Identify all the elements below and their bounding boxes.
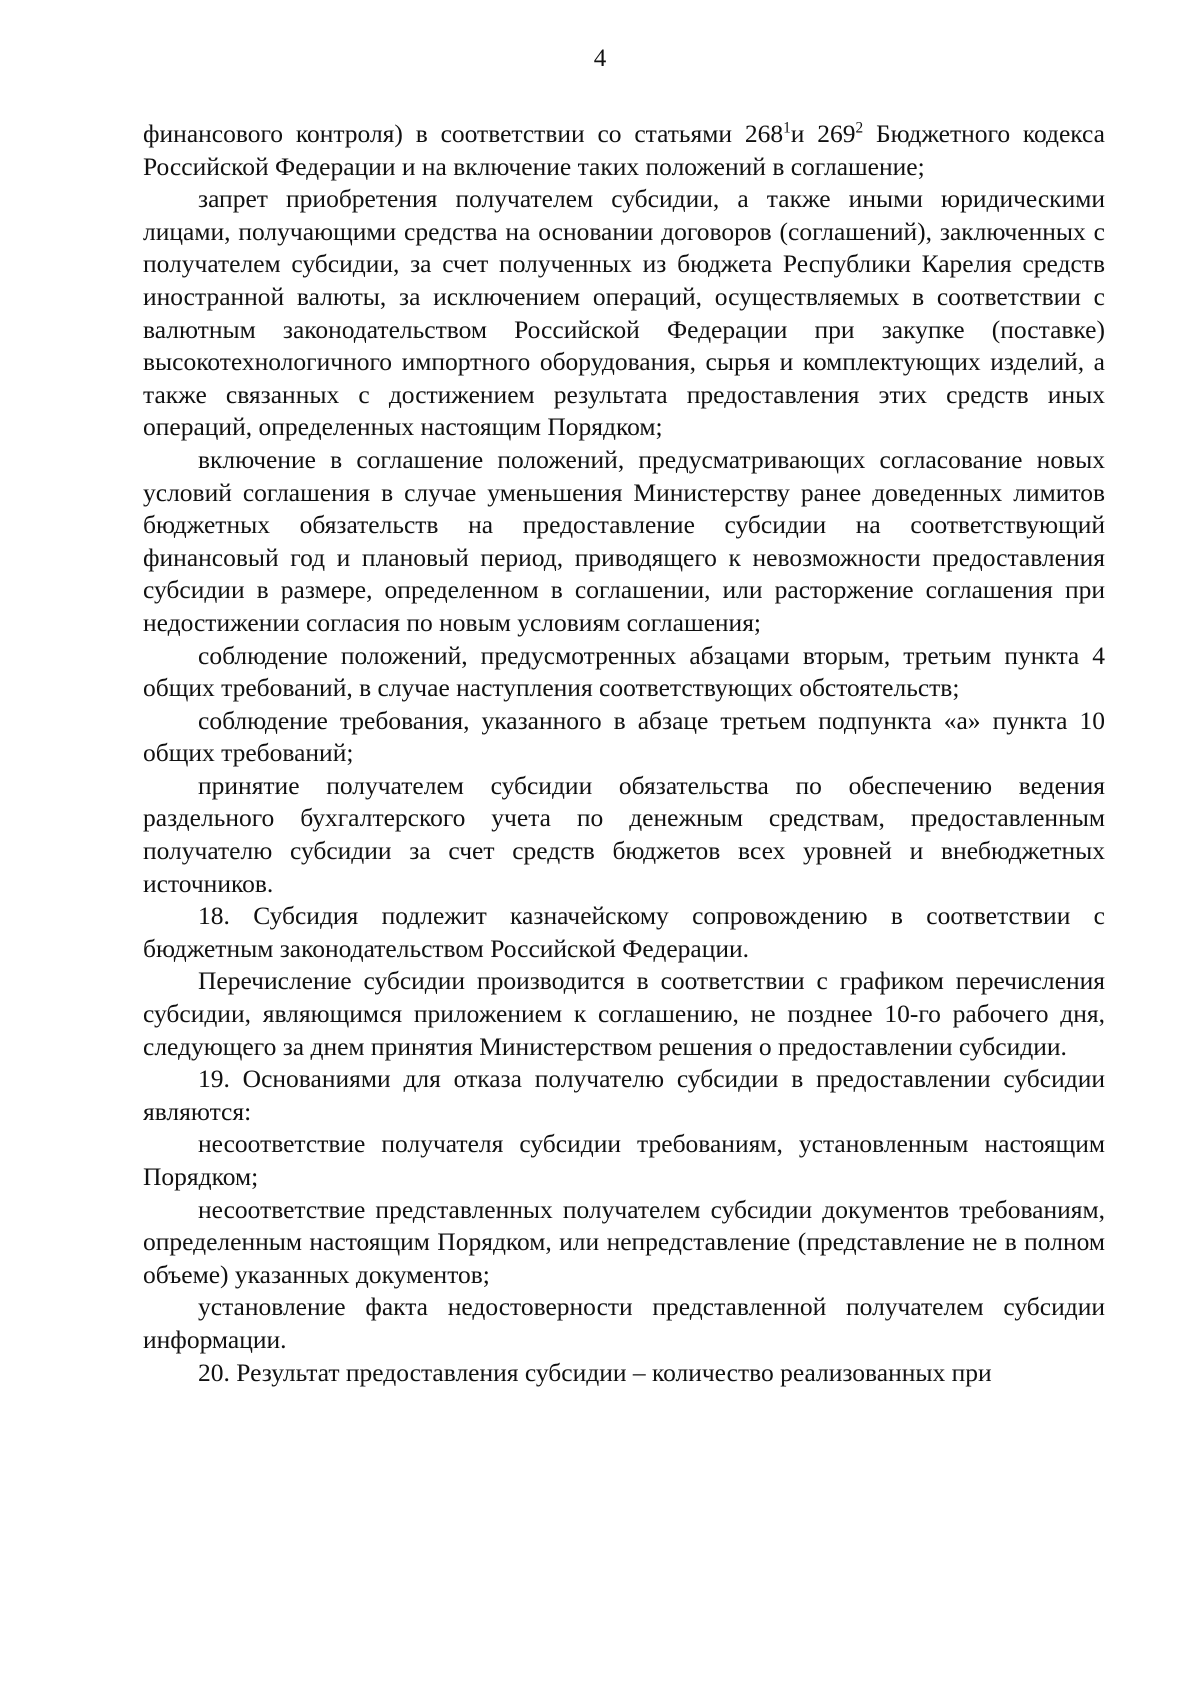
paragraph-7: 18. Субсидия подлежит казначейскому сопровождению в соответствии с бюджетным законодательством Российской Федерации. xyxy=(143,901,1105,963)
paragraph-1-text-mid: и 269 xyxy=(790,119,856,148)
paragraph-2: запрет приобретения получателем субсидии, а также иными юридическими лицами, получающими средства на основании договоров (соглашений), заключенных с получателем субсидии, за счет полученных из бюджета Республики Карелия средств иностранной валюты, за исключением операций, осуществляемых в соответствии с валютным законодательством Российской Федерации при закупке (поставке) высокотехнологичного импортного оборудования, сырья и комплектующих изделий, а также связанных с достижением результата предоставления этих средств иных операций, определенных настоящим Порядком; xyxy=(143,184,1105,442)
paragraph-1-text-before: финансового контроля) в соответствии со статьями 268 xyxy=(143,119,784,148)
paragraph-1-text-after: Бюджетного кодекса Российской Федерации и на включение таких положений в соглашение; xyxy=(143,119,1105,181)
page-number: 4 xyxy=(593,45,607,72)
footnote-superscript-268: 1 xyxy=(783,119,791,137)
paragraph-8: Перечисление субсидии производится в соответствии с графиком перечисления субсидии, являющимся приложением к соглашению, не позднее 10-го рабочего дня, следующего за днем принятия Министерством решения о предоставлении субсидии. xyxy=(143,966,1105,1061)
paragraph-5: соблюдение требования, указанного в абзаце третьем подпункта «а» пункта 10 общих требований; xyxy=(143,705,1105,768)
paragraph-13: 20. Результат предоставления субсидии – количество реализованных при xyxy=(198,1357,992,1387)
document-body xyxy=(143,118,1105,1389)
paragraph-4: соблюдение положений, предусмотренных абзацами вторым, третьим пункта 4 общих требований, в случае наступления соответствующих обстоятельств; xyxy=(143,640,1105,703)
paragraph-6: принятие получателем субсидии обязательства по обеспечению ведения раздельного бухгалтерского учета по денежным средствам, предоставленным получателю субсидии за счет средств бюджетов всех уровней и внебюджетных источников. xyxy=(143,770,1105,898)
paragraph-3: включение в соглашение положений, предусматривающих согласование новых условий соглашения в случае уменьшения Министерству ранее доведенных лимитов бюджетных обязательств на предоставление субсидии на соответствующий финансовый год и плановый период, приводящего к невозможности предоставления субсидии в размере, определенном в соглашении, или расторжение соглашения при недостижении согласия по новым условиям соглашения; xyxy=(143,444,1105,637)
footnote-superscript-269: 2 xyxy=(855,119,864,137)
paragraph-10: несоответствие получателя субсидии требованиям, установленным настоящим Порядком; xyxy=(143,1129,1105,1191)
paragraph-1 xyxy=(143,118,1105,183)
paragraph-12: установление факта недостоверности представленной получателем субсидии информации. xyxy=(143,1292,1105,1354)
paragraph-9: 19. Основаниями для отказа получателю субсидии в предоставлении субсидии являются: xyxy=(143,1064,1105,1126)
paragraph-11: несоответствие представленных получателем субсидии документов требованиям, определенным настоящим Порядком, или непредставление (представление не в полном объеме) указанных документов; xyxy=(143,1194,1105,1289)
